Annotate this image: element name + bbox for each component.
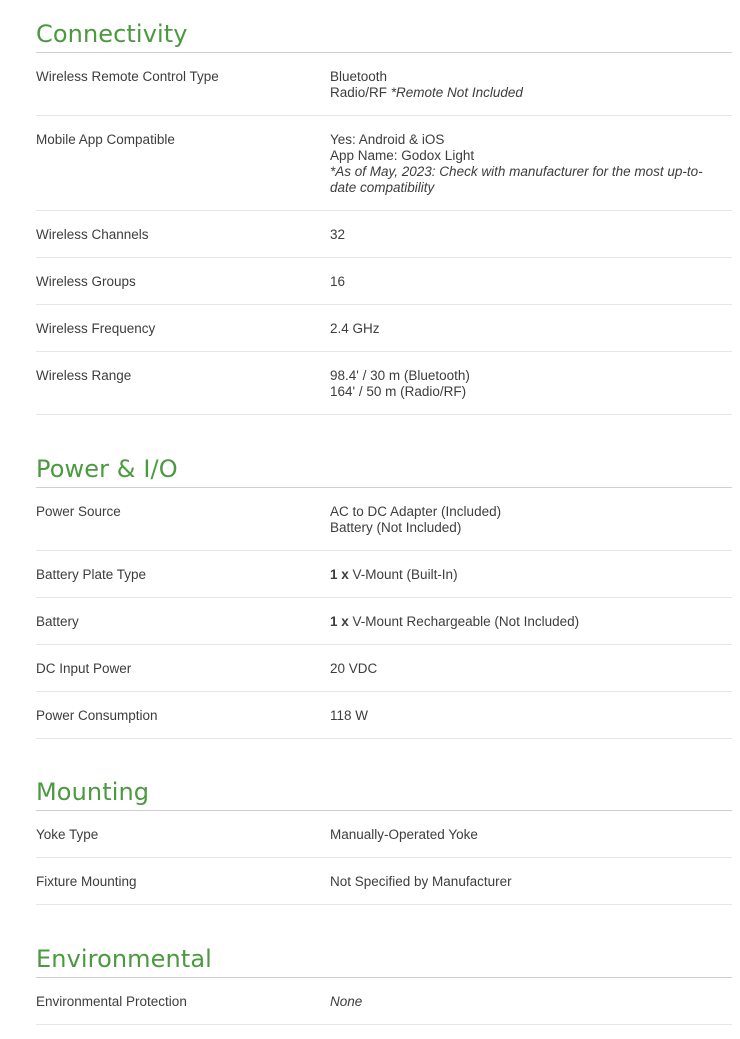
value-text: 164' / 50 m (Radio/RF) xyxy=(330,384,467,399)
spec-row xyxy=(36,258,732,305)
spec-row xyxy=(36,211,732,258)
spec-row xyxy=(36,116,732,211)
value-text: Not Specified by Manufacturer xyxy=(330,874,512,889)
value-text: 20 VDC xyxy=(330,661,378,676)
value-text: Radio/RF xyxy=(330,85,391,100)
spec-label: Power Source xyxy=(36,504,121,519)
section-connectivity xyxy=(36,16,732,415)
value-text: 32 xyxy=(330,227,346,242)
spec-value-line xyxy=(330,274,726,290)
spec-label: DC Input Power xyxy=(36,661,132,676)
spec-value-line xyxy=(330,520,726,536)
spec-value xyxy=(330,614,732,630)
spec-row xyxy=(36,551,732,598)
spec-label: Battery Plate Type xyxy=(36,567,147,582)
spec-row xyxy=(36,692,732,739)
spec-value-line xyxy=(330,874,726,890)
spec-table xyxy=(36,53,732,415)
spec-label: Wireless Groups xyxy=(36,274,136,289)
spec-label: Mobile App Compatible xyxy=(36,132,175,147)
spec-value xyxy=(330,827,732,843)
spec-value xyxy=(330,274,732,290)
spec-label: Battery xyxy=(36,614,79,629)
spec-value xyxy=(330,227,732,243)
spec-table xyxy=(36,811,732,905)
spec-label: Wireless Frequency xyxy=(36,321,156,336)
spec-label: Environmental Protection xyxy=(36,994,187,1009)
spec-row xyxy=(36,858,732,905)
spec-value-line xyxy=(330,227,726,243)
value-text: AC to DC Adapter (Included) xyxy=(330,504,502,519)
value-text: Yes: Android & iOS xyxy=(330,132,445,147)
value-text: V-Mount (Built-In) xyxy=(348,567,458,582)
quantity: 1 x xyxy=(330,614,349,629)
spec-value xyxy=(330,504,732,536)
value-text: Bluetooth xyxy=(330,69,388,84)
spec-row xyxy=(36,598,732,645)
spec-row xyxy=(36,488,732,551)
value-text: V-Mount Rechargeable (Not Included) xyxy=(348,614,580,629)
spec-value xyxy=(330,321,732,337)
section-power-io xyxy=(36,451,732,739)
spec-value-line xyxy=(330,994,726,1010)
spec-value xyxy=(330,708,732,724)
value-text: 118 W xyxy=(330,708,369,723)
spec-row xyxy=(36,978,732,1025)
section-mounting xyxy=(36,774,732,905)
value-text: App Name: Godox Light xyxy=(330,148,475,163)
section-title-connectivity: Connectivity xyxy=(36,20,188,48)
value-text: Battery (Not Included) xyxy=(330,520,462,535)
spec-value-line xyxy=(330,504,726,520)
value-note: *Remote Not Included xyxy=(390,85,523,100)
spec-label: Wireless Range xyxy=(36,368,132,383)
spec-row xyxy=(36,811,732,858)
spec-value-line xyxy=(330,567,726,583)
spec-value-line xyxy=(330,164,726,196)
spec-value xyxy=(330,994,732,1010)
spec-table xyxy=(36,488,732,739)
spec-row xyxy=(36,352,732,415)
spec-label: Fixture Mounting xyxy=(36,874,137,889)
spec-value-line xyxy=(330,85,726,101)
quantity: 1 x xyxy=(330,567,349,582)
spec-value xyxy=(330,368,732,400)
spec-row xyxy=(36,645,732,692)
section-title-power-io: Power & I/O xyxy=(36,455,178,483)
spec-label: Yoke Type xyxy=(36,827,99,842)
spec-label: Wireless Channels xyxy=(36,227,149,242)
value-text: 16 xyxy=(330,274,346,289)
spec-value xyxy=(330,661,732,677)
spec-value-line xyxy=(330,661,726,677)
spec-value-line xyxy=(330,368,726,384)
spec-value-line xyxy=(330,384,726,400)
spec-label: Power Consumption xyxy=(36,708,158,723)
value-text: 2.4 GHz xyxy=(330,321,380,336)
value-note: None xyxy=(330,994,363,1009)
value-text: Manually-Operated Yoke xyxy=(330,827,478,842)
spec-value xyxy=(330,69,732,101)
spec-value-line xyxy=(330,132,726,148)
spec-row xyxy=(36,305,732,352)
spec-value-line xyxy=(330,708,726,724)
spec-value-line xyxy=(330,148,726,164)
spec-value xyxy=(330,567,732,583)
section-title-mounting: Mounting xyxy=(36,778,150,806)
section-environmental xyxy=(36,941,732,1025)
spec-value xyxy=(330,874,732,890)
spec-value-line xyxy=(330,827,726,843)
spec-value-line xyxy=(330,321,726,337)
value-text: 98.4' / 30 m (Bluetooth) xyxy=(330,368,470,383)
value-note: *As of May, 2023: Check with manufacturer for the most up-to-date compatibility xyxy=(330,164,703,195)
spec-value xyxy=(330,132,732,196)
spec-value-line xyxy=(330,614,726,630)
spec-value-line xyxy=(330,69,726,85)
spec-row xyxy=(36,53,732,116)
spec-label: Wireless Remote Control Type xyxy=(36,69,219,84)
spec-table xyxy=(36,978,732,1025)
section-title-environmental: Environmental xyxy=(36,945,212,973)
